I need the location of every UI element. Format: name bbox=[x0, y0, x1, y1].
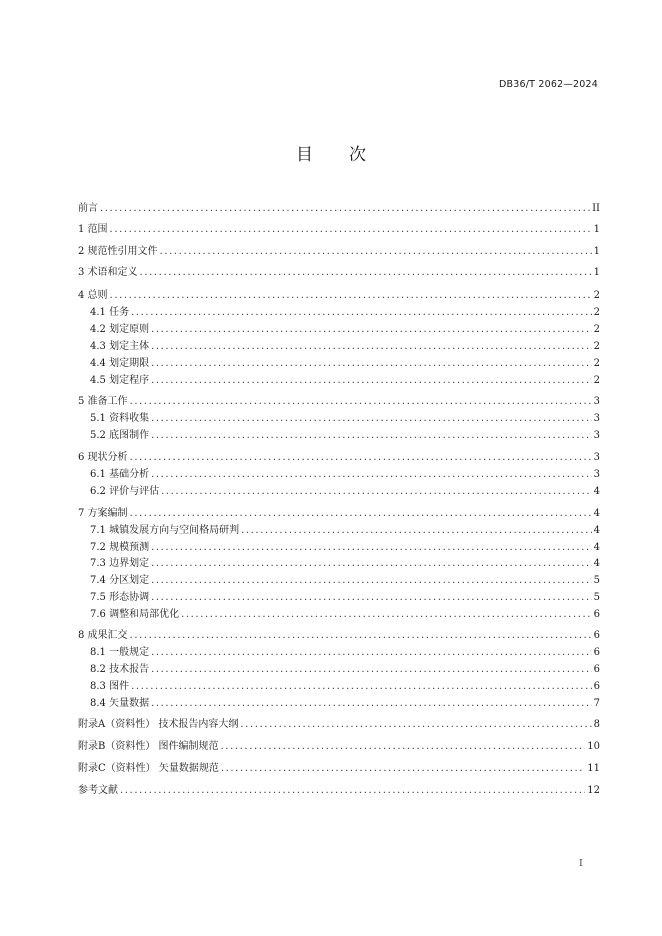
toc-entry-page: 4 bbox=[593, 508, 600, 519]
toc-entry-8-3[interactable] bbox=[90, 680, 600, 694]
toc-entry-page: 6 bbox=[593, 609, 600, 620]
toc-entry-label: 7.3 边界划定 bbox=[90, 558, 150, 569]
toc-leader-dots bbox=[100, 202, 590, 216]
toc-entry-page: 2 bbox=[593, 324, 600, 335]
toc-leader-dots bbox=[130, 629, 592, 643]
toc-entry-7-5[interactable] bbox=[90, 591, 600, 605]
toc-entry-7-6[interactable] bbox=[90, 608, 600, 622]
toc-entry-4-4[interactable] bbox=[90, 357, 600, 371]
toc-entry-6-2[interactable] bbox=[90, 485, 600, 499]
toc-leader-dots bbox=[110, 223, 592, 237]
toc-leader-dots bbox=[151, 374, 592, 388]
toc-entry-7-4[interactable] bbox=[90, 574, 600, 588]
toc-entry-label: 6 现状分析 bbox=[78, 452, 128, 463]
toc-leader-dots bbox=[151, 663, 592, 677]
toc-entry-4-5[interactable] bbox=[90, 374, 600, 388]
toc-leader-dots bbox=[221, 740, 586, 754]
toc-entry-page: 5 bbox=[593, 575, 600, 586]
toc-entry-label: 4.5 划定程序 bbox=[90, 375, 150, 386]
toc-entry-label: 7.6 调整和局部优化 bbox=[90, 609, 180, 620]
toc-leader-dots bbox=[151, 357, 592, 371]
toc-entry-page: 3 bbox=[593, 469, 600, 480]
toc-entry-label: 7.4 分区划定 bbox=[90, 575, 150, 586]
toc-entry-page: 7 bbox=[593, 698, 600, 709]
toc-leader-dots bbox=[161, 485, 592, 499]
toc-leader-dots bbox=[151, 646, 592, 660]
toc-entry-1[interactable] bbox=[78, 223, 600, 237]
toc-title bbox=[0, 140, 662, 165]
toc-entry-references[interactable] bbox=[78, 784, 600, 798]
toc-entry-page: 6 bbox=[593, 630, 600, 641]
toc-entry-label: 附录B（资料性） 图件编制规范 bbox=[78, 741, 219, 752]
toc-entry-label: 7.1 城镇发展方向与空间格局研判 bbox=[90, 525, 240, 536]
toc-entry-label: 7 方案编制 bbox=[78, 508, 128, 519]
toc-entry-label: 4.1 任务 bbox=[90, 307, 130, 318]
toc-entry-page: 1 bbox=[593, 267, 600, 278]
toc-leader-dots bbox=[181, 608, 592, 622]
toc-entry-appendix-b[interactable] bbox=[78, 740, 600, 754]
toc-entry-page: 10 bbox=[587, 741, 600, 752]
toc-entry-label: 8.2 技术报告 bbox=[90, 664, 150, 675]
toc-leader-dots bbox=[130, 507, 592, 521]
toc-entry-label: 4.4 划定期限 bbox=[90, 358, 150, 369]
toc-leader-dots bbox=[151, 591, 592, 605]
toc-entry-label: 8.3 图件 bbox=[90, 681, 130, 692]
toc-entry-8-1[interactable] bbox=[90, 646, 600, 660]
toc-entry-label: 附录A（资料性） 技术报告内容大纲 bbox=[78, 719, 239, 730]
toc-entry-4-2[interactable] bbox=[90, 323, 600, 337]
toc-entry-page: 2 bbox=[593, 341, 600, 352]
toc-entry-label: 2 规范性引用文件 bbox=[78, 246, 158, 257]
toc-entry-label: 5.1 资料收集 bbox=[90, 413, 150, 424]
toc-entry-label: 5.2 底图制作 bbox=[90, 430, 150, 441]
toc-entry-page: 2 bbox=[593, 307, 600, 318]
toc-entry-page: 5 bbox=[593, 592, 600, 603]
toc-entry-page: 3 bbox=[593, 413, 600, 424]
toc-entry-5[interactable] bbox=[78, 395, 600, 409]
toc-entry-page: 4 bbox=[593, 558, 600, 569]
toc-leader-dots bbox=[160, 245, 592, 259]
toc-leader-dots bbox=[131, 306, 592, 320]
toc-entry-label: 3 术语和定义 bbox=[78, 267, 138, 278]
toc-entry-appendix-c[interactable] bbox=[78, 762, 600, 776]
toc-leader-dots bbox=[151, 412, 592, 426]
toc-leader-dots bbox=[221, 762, 585, 776]
toc-entry-page: 1 bbox=[593, 224, 600, 235]
toc-entry-page: 4 bbox=[593, 525, 600, 536]
toc-entry-label: 4.2 划定原则 bbox=[90, 324, 150, 335]
toc-leader-dots bbox=[120, 784, 585, 798]
toc-leader-dots bbox=[151, 429, 592, 443]
toc-entry-4[interactable] bbox=[78, 289, 600, 303]
toc-leader-dots bbox=[130, 451, 592, 465]
toc-entry-page: 4 bbox=[593, 542, 600, 553]
toc-entry-label: 7.5 形态协调 bbox=[90, 592, 150, 603]
toc-entry-label: 6.2 评价与评估 bbox=[90, 486, 160, 497]
toc-entry-3[interactable] bbox=[78, 266, 600, 280]
toc-entry-page: 8 bbox=[593, 719, 600, 730]
toc-entry-page: 11 bbox=[587, 763, 600, 774]
toc-entry-foreword[interactable] bbox=[78, 202, 600, 216]
toc-leader-dots bbox=[151, 574, 592, 588]
toc-leader-dots bbox=[110, 289, 592, 303]
toc-entry-7-1[interactable] bbox=[90, 524, 600, 538]
toc-entry-page: 6 bbox=[593, 647, 600, 658]
toc-entry-label: 5 准备工作 bbox=[78, 396, 128, 407]
toc-leader-dots bbox=[241, 524, 592, 538]
toc-entry-appendix-a[interactable] bbox=[78, 718, 600, 732]
toc-entry-8-2[interactable] bbox=[90, 663, 600, 677]
toc-entry-5-1[interactable] bbox=[90, 412, 600, 426]
toc-entry-label: 8.1 一般规定 bbox=[90, 647, 150, 658]
toc-entry-page: 3 bbox=[593, 430, 600, 441]
toc-entry-label: 1 范围 bbox=[78, 224, 108, 235]
toc-leader-dots bbox=[151, 697, 592, 711]
toc-leader-dots bbox=[151, 557, 592, 571]
toc-entry-page: 1 bbox=[593, 246, 600, 257]
toc-title-part2: 次 bbox=[349, 145, 366, 165]
toc-entry-label: 附录C（资料性） 矢量数据规范 bbox=[78, 763, 219, 774]
toc-entry-page: 4 bbox=[593, 486, 600, 497]
toc-entry-page: 3 bbox=[593, 396, 600, 407]
toc-entry-page: 2 bbox=[593, 290, 600, 301]
toc-leader-dots bbox=[151, 340, 592, 354]
toc-entry-7-3[interactable] bbox=[90, 557, 600, 571]
toc-entry-label: 6.1 基础分析 bbox=[90, 469, 150, 480]
toc-entry-4-3[interactable] bbox=[90, 340, 600, 354]
toc-entry-page: 6 bbox=[593, 664, 600, 675]
toc-entry-label: 参考文献 bbox=[78, 785, 118, 796]
toc-entry-6-1[interactable] bbox=[90, 468, 600, 482]
toc-entry-page: 3 bbox=[593, 452, 600, 463]
toc-entry-label: 8.4 矢量数据 bbox=[90, 698, 150, 709]
toc-entry-page: 6 bbox=[593, 681, 600, 692]
toc-entry-page: II bbox=[592, 203, 600, 214]
toc-entry-6[interactable] bbox=[78, 451, 600, 465]
toc-title-part1: 目 bbox=[296, 145, 313, 165]
toc-leader-dots bbox=[140, 266, 592, 280]
toc-entry-4-1[interactable] bbox=[90, 306, 600, 320]
toc-entry-label: 前言 bbox=[78, 203, 98, 214]
toc-entry-page: 12 bbox=[587, 785, 600, 796]
toc-leader-dots bbox=[151, 323, 592, 337]
toc-entry-7[interactable] bbox=[78, 507, 600, 521]
toc-entry-7-2[interactable] bbox=[90, 541, 600, 555]
toc-leader-dots bbox=[151, 468, 592, 482]
toc-entry-label: 4 总则 bbox=[78, 290, 108, 301]
toc-leader-dots bbox=[240, 718, 591, 732]
page-number: I bbox=[579, 858, 583, 869]
toc-leader-dots bbox=[131, 680, 592, 694]
toc-leader-dots bbox=[151, 541, 592, 555]
toc-entry-label: 4.3 划定主体 bbox=[90, 341, 150, 352]
toc-entry-5-2[interactable] bbox=[90, 429, 600, 443]
toc-entry-label: 7.2 规模预测 bbox=[90, 542, 150, 553]
toc-entry-page: 2 bbox=[593, 358, 600, 369]
document-code: DB36/T 2062—2024 bbox=[499, 79, 598, 90]
toc-entry-8[interactable] bbox=[78, 629, 600, 643]
toc-entry-label: 8 成果汇交 bbox=[78, 630, 128, 641]
toc-entry-2[interactable] bbox=[78, 245, 600, 259]
toc-entry-8-4[interactable] bbox=[90, 697, 600, 711]
toc-entry-page: 2 bbox=[593, 375, 600, 386]
toc-leader-dots bbox=[130, 395, 592, 409]
